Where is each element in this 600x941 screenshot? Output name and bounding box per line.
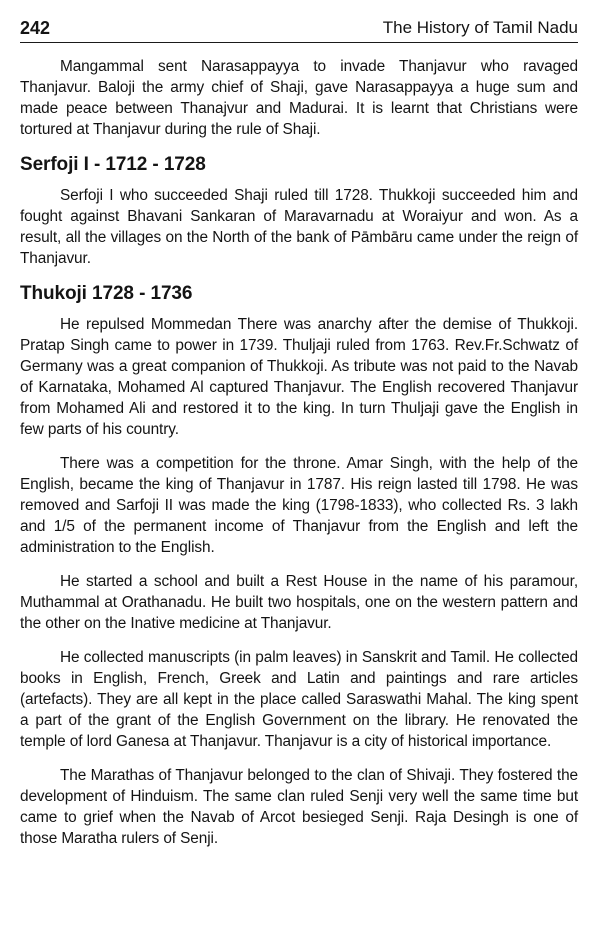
heading-thukoji: Thukoji 1728 - 1736 [20, 283, 193, 304]
paragraph-competition-throne: There was a competition for the throne. Amar Singh, with the help of the English, became the king of Thanjavur in 1787. His reign lasted till 1798. He was removed and Sarfoji II was made the king (1798-1833), who collected Rs. 3 lakh and 1/5 of the permanent income of Thanjavur from the English and left the administration to the English. [20, 455, 578, 556]
paragraph-mangammal: Mangammal sent Narasappayya to invade Thanjavur who ravaged Thanjavur. Baloji the army chief of Shaji, gave Narasappayya a huge sum and made peace between Thanajvur and Madurai. It is learnt that Christians were tortured at Thanjavur during the rule of Shaji. [20, 58, 578, 138]
running-header [20, 16, 578, 43]
book-title: The History of Tamil Nadu [382, 18, 578, 37]
page-content [20, 56, 578, 862]
paragraph-manuscripts: He collected manuscripts (in palm leaves) in Sanskrit and Tamil. He collected books in English, French, Greek and Latin and paintings and rare articles (artefacts). They are all kept in the place called Saraswathi Mahal. The king spent a part of the grant of the English Government on the library. He renovated the temple of lord Ganesa at Thanjavur. Thanjavur is a city of historical importance. [20, 649, 578, 750]
paragraph-thukoji: He repulsed Mommedan There was anarchy after the demise of Thukkoji. Pratap Singh came to power in 1739. Thuljaji ruled from 1763. Rev.Fr.Schwatz of Germany was a great companion of Thukkoji. As tribute was not paid to the Navab of Karnataka, Mohamed Al captured Thanjavur. The English recovered Thanjavur from Mohamed Ali and restored it to the king. In turn Thuljaji gave the English in few parts of his country. [20, 316, 578, 438]
paragraph-school-hospitals: He started a school and built a Rest House in the name of his paramour, Muthammal at Orathanadu. He built two hospitals, one on the western pattern and the other on the Inative medicine at Thanjavur. [20, 573, 578, 632]
paragraph-serfoji-i: Serfoji I who succeeded Shaji ruled till 1728. Thukkoji succeeded him and fought against Bhavani Sankaran of Maravarnadu at Woraiyur and won. As a result, all the villages on the North of the bank of Pāmbāru came under the reign of Thanjavur. [20, 187, 578, 267]
heading-serfoji-i: Serfoji I - 1712 - 1728 [20, 154, 206, 175]
page-number: 242 [20, 18, 51, 38]
paragraph-marathas: The Marathas of Thanjavur belonged to the clan of Shivaji. They fostered the development of Hinduism. The same clan ruled Senji very well the same time but came to grief when the Navab of Arcot besieged Senji. Raja Desingh is one of those Maratha rulers of Senji. [20, 767, 578, 847]
